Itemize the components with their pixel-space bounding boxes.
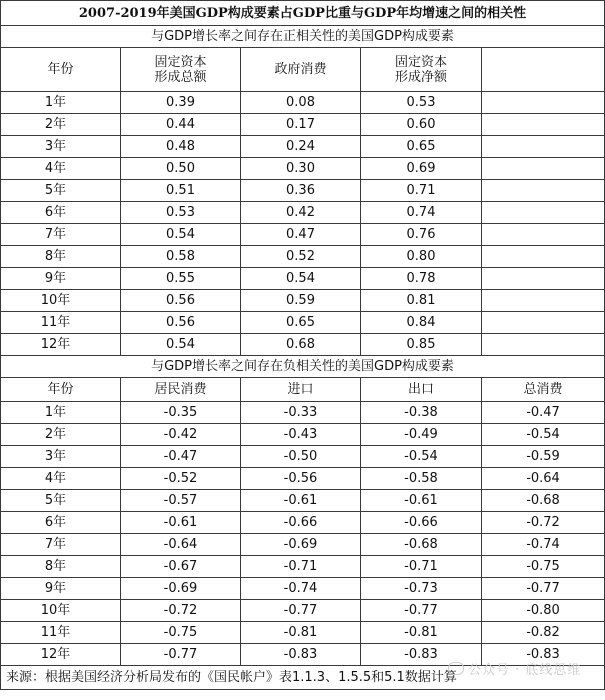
value-cell: -0.72 [121, 600, 241, 622]
value-cell: -0.54 [482, 424, 605, 446]
value-cell: 0.60 [361, 114, 482, 136]
negative-header-row [1, 378, 605, 402]
value-cell: -0.59 [482, 446, 605, 468]
table-row [1, 534, 605, 556]
year-cell: 11年 [1, 312, 121, 334]
value-cell: -0.74 [241, 578, 361, 600]
year-cell: 2年 [1, 424, 121, 446]
value-cell: 0.48 [121, 136, 241, 158]
positive-section-row [1, 26, 605, 48]
value-cell: -0.69 [241, 534, 361, 556]
year-cell: 10年 [1, 600, 121, 622]
positive-header-cell: 政府消费 [241, 48, 361, 92]
table-row [1, 114, 605, 136]
negative-header-cell: 出口 [361, 378, 482, 402]
table-row [1, 268, 605, 290]
value-cell: -0.43 [241, 424, 361, 446]
table-row [1, 312, 605, 334]
value-cell: 0.54 [241, 268, 361, 290]
value-cell: -0.52 [121, 468, 241, 490]
value-cell: 0.78 [361, 268, 482, 290]
value-cell: -0.83 [241, 644, 361, 666]
value-cell: -0.38 [361, 402, 482, 424]
year-cell: 6年 [1, 512, 121, 534]
year-cell: 2年 [1, 114, 121, 136]
table-row [1, 578, 605, 600]
positive-section-label: 与GDP增长率之间存在正相关性的美国GDP构成要素 [1, 26, 605, 48]
positive-header-cell: 固定资本 形成总额 [121, 48, 241, 92]
year-cell: 10年 [1, 290, 121, 312]
value-cell: -0.77 [482, 578, 605, 600]
value-cell: -0.66 [361, 512, 482, 534]
value-cell: -0.61 [241, 490, 361, 512]
value-cell: 0.44 [121, 114, 241, 136]
table-row [1, 92, 605, 114]
empty-cell [482, 114, 605, 136]
value-cell: -0.64 [482, 468, 605, 490]
value-cell: 0.81 [361, 290, 482, 312]
value-cell: 0.50 [121, 158, 241, 180]
year-cell: 8年 [1, 246, 121, 268]
value-cell: -0.56 [241, 468, 361, 490]
watermark-text: 公众号 · 底线思维 [468, 663, 582, 678]
value-cell: 0.65 [361, 136, 482, 158]
value-cell: 0.65 [241, 312, 361, 334]
value-cell: 0.36 [241, 180, 361, 202]
source-note: 来源：根据美国经济分析局发布的《国民帐户》表1.1.3、1.5.5和5.1数据计算 [1, 666, 605, 690]
empty-cell [482, 202, 605, 224]
value-cell: -0.58 [361, 468, 482, 490]
year-cell: 9年 [1, 268, 121, 290]
positive-header-cell: 年份 [1, 48, 121, 92]
value-cell: -0.50 [241, 446, 361, 468]
table-row [1, 246, 605, 268]
negative-header-cell: 进口 [241, 378, 361, 402]
table-title: 2007-2019年美国GDP构成要素占GDP比重与GDP年均增速之间的相关性 [1, 1, 605, 26]
value-cell: -0.75 [121, 622, 241, 644]
table-row [1, 334, 605, 356]
value-cell: 0.58 [121, 246, 241, 268]
positive-header-row [1, 48, 605, 92]
table-row [1, 490, 605, 512]
value-cell: -0.77 [121, 644, 241, 666]
value-cell: 0.53 [361, 92, 482, 114]
negative-section-label: 与GDP增长率之间存在负相关性的美国GDP构成要素 [1, 356, 605, 378]
value-cell: 0.17 [241, 114, 361, 136]
value-cell: 0.80 [361, 246, 482, 268]
value-cell: 0.39 [121, 92, 241, 114]
empty-cell [482, 246, 605, 268]
value-cell: 0.74 [361, 202, 482, 224]
positive-header-cell [482, 48, 605, 92]
year-cell: 3年 [1, 136, 121, 158]
value-cell: 0.08 [241, 92, 361, 114]
year-cell: 4年 [1, 158, 121, 180]
value-cell: -0.77 [361, 600, 482, 622]
value-cell: -0.35 [121, 402, 241, 424]
table-row [1, 644, 605, 666]
value-cell: -0.64 [121, 534, 241, 556]
empty-cell [482, 290, 605, 312]
table-body [1, 1, 605, 690]
value-cell: -0.66 [241, 512, 361, 534]
title-row [1, 1, 605, 26]
value-cell: -0.83 [482, 644, 605, 666]
table-row [1, 158, 605, 180]
table-row [1, 424, 605, 446]
value-cell: -0.69 [121, 578, 241, 600]
year-cell: 6年 [1, 202, 121, 224]
value-cell: -0.61 [121, 512, 241, 534]
value-cell: 0.56 [121, 312, 241, 334]
year-cell: 9年 [1, 578, 121, 600]
value-cell: -0.71 [241, 556, 361, 578]
value-cell: 0.68 [241, 334, 361, 356]
year-cell: 3年 [1, 446, 121, 468]
value-cell: -0.47 [482, 402, 605, 424]
table-row [1, 556, 605, 578]
empty-cell [482, 224, 605, 246]
value-cell: -0.81 [361, 622, 482, 644]
year-cell: 7年 [1, 224, 121, 246]
negative-header-cell: 总消费 [482, 378, 605, 402]
year-cell: 5年 [1, 490, 121, 512]
table-row [1, 180, 605, 202]
value-cell: -0.47 [121, 446, 241, 468]
year-cell: 7年 [1, 534, 121, 556]
value-cell: 0.54 [121, 334, 241, 356]
negative-header-cell: 居民消费 [121, 378, 241, 402]
empty-cell [482, 312, 605, 334]
value-cell: -0.49 [361, 424, 482, 446]
empty-cell [482, 158, 605, 180]
table-row [1, 136, 605, 158]
negative-section-row [1, 356, 605, 378]
value-cell: -0.81 [241, 622, 361, 644]
value-cell: 0.76 [361, 224, 482, 246]
year-cell: 1年 [1, 402, 121, 424]
positive-header-cell: 固定资本 形成净额 [361, 48, 482, 92]
value-cell: 0.54 [121, 224, 241, 246]
empty-cell [482, 180, 605, 202]
value-cell: 0.30 [241, 158, 361, 180]
value-cell: -0.68 [482, 490, 605, 512]
value-cell: 0.51 [121, 180, 241, 202]
value-cell: -0.83 [361, 644, 482, 666]
value-cell: 0.53 [121, 202, 241, 224]
value-cell: -0.75 [482, 556, 605, 578]
value-cell: 0.55 [121, 268, 241, 290]
value-cell: 0.24 [241, 136, 361, 158]
value-cell: -0.68 [361, 534, 482, 556]
year-cell: 12年 [1, 644, 121, 666]
value-cell: -0.71 [361, 556, 482, 578]
empty-cell [482, 136, 605, 158]
value-cell: -0.72 [482, 512, 605, 534]
value-cell: -0.54 [361, 446, 482, 468]
value-cell: -0.80 [482, 600, 605, 622]
year-cell: 1年 [1, 92, 121, 114]
value-cell: 0.59 [241, 290, 361, 312]
table-row [1, 512, 605, 534]
table-row [1, 202, 605, 224]
value-cell: -0.77 [241, 600, 361, 622]
value-cell: -0.73 [361, 578, 482, 600]
table-row [1, 622, 605, 644]
value-cell: 0.84 [361, 312, 482, 334]
value-cell: 0.47 [241, 224, 361, 246]
table-row [1, 224, 605, 246]
value-cell: 0.42 [241, 202, 361, 224]
year-cell: 5年 [1, 180, 121, 202]
value-cell: 0.85 [361, 334, 482, 356]
value-cell: -0.82 [482, 622, 605, 644]
negative-header-cell: 年份 [1, 378, 121, 402]
table-row [1, 290, 605, 312]
empty-cell [482, 92, 605, 114]
value-cell: -0.33 [241, 402, 361, 424]
value-cell: 0.69 [361, 158, 482, 180]
value-cell: -0.67 [121, 556, 241, 578]
table-row [1, 468, 605, 490]
year-cell: 4年 [1, 468, 121, 490]
year-cell: 12年 [1, 334, 121, 356]
table-row [1, 402, 605, 424]
value-cell: -0.61 [361, 490, 482, 512]
value-cell: -0.57 [121, 490, 241, 512]
source-row [1, 666, 605, 690]
value-cell: -0.74 [482, 534, 605, 556]
value-cell: -0.42 [121, 424, 241, 446]
empty-cell [482, 334, 605, 356]
empty-cell [482, 268, 605, 290]
value-cell: 0.56 [121, 290, 241, 312]
table-row [1, 600, 605, 622]
table-row [1, 446, 605, 468]
year-cell: 8年 [1, 556, 121, 578]
value-cell: 0.71 [361, 180, 482, 202]
year-cell: 11年 [1, 622, 121, 644]
value-cell: 0.52 [241, 246, 361, 268]
